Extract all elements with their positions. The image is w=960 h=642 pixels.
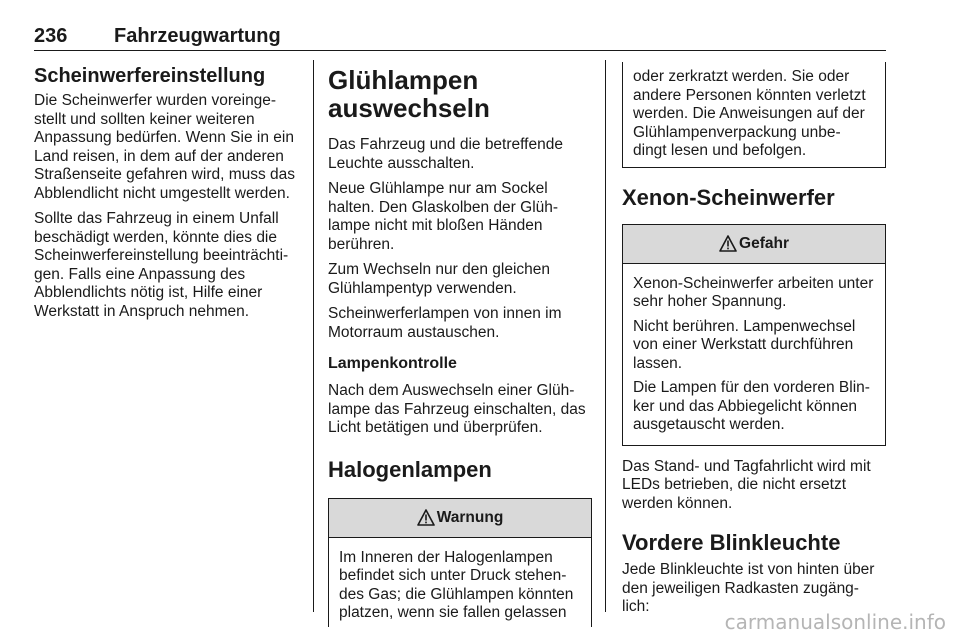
section-heading-xenon: Xenon-Scheinwerfer (622, 184, 835, 210)
paragraph: Das Stand- und Tagfahrlicht wird mit LEDs betrieben, die nicht ersetzt werden können. (622, 457, 871, 512)
chapter-title: Fahrzeugwartung (114, 25, 281, 47)
warning-header (329, 499, 591, 538)
section-heading-gluehlampen: Glühlampen auswechseln (328, 65, 490, 123)
subheading-lampenkontrolle: Lampenkontrolle (328, 355, 457, 372)
paragraph: Scheinwerferlampen von innen im Motorraum austauschen. (328, 305, 562, 341)
paragraph: Zum Wechseln nur den gleichen Glühlampentyp verwenden. (328, 261, 551, 297)
paragraph: Jede Blinkleuchte ist von hinten über den jeweiligen Radkasten zugäng- lich: (622, 561, 875, 615)
column-right (622, 62, 886, 624)
column-divider-left (313, 60, 314, 612)
danger-text: Xenon-Scheinwerfer arbeiten unter sehr hoher Spannung. (633, 274, 874, 310)
warning-continued-text: oder zerkratzt werden. Sie oder andere Personen könnten verletzt werden. Die Anweisungen auf der Glühlampenverpackung unbe- dingt lesen und befolgen. (633, 68, 866, 159)
header-rule (34, 50, 886, 51)
danger-box (622, 224, 886, 446)
warning-box-continued (622, 62, 886, 168)
warning-text: Im Inneren der Halogenlampen befindet sich unter Druck stehen- des Gas; die Glühlampen könnten platzen, wenn sie fallen gelassen (339, 548, 574, 621)
danger-title: Gefahr (739, 234, 789, 252)
warning-box (328, 498, 592, 627)
warning-triangle-icon (719, 235, 737, 252)
danger-header (623, 225, 885, 264)
danger-text: Die Lampen für den vorderen Blin- ker und das Abbiegelicht können ausgetauscht werden. (633, 379, 870, 433)
paragraph: Das Fahrzeug und die betreffende Leuchte ausschalten. (328, 136, 563, 172)
page-header (34, 25, 886, 51)
paragraph: Sollte das Fahrzeug in einem Unfall beschädigt werden, könnte dies die Scheinwerfereinstellung beeinträchti- gen. Falls eine Anpassung des Abblendlichts nötig ist, Hilfe einer Werkstatt in Anspruch nehmen. (34, 210, 289, 320)
paragraph: Neue Glühlampe nur am Sockel halten. Den Glaskolben der Glüh- lampe nicht mit bloßen Händen berühren. (328, 180, 559, 253)
paragraph: Die Scheinwerfer wurden voreinge- stellt und sollten keiner weiteren Anpassung bedürfen. Wenn Sie in ein Land reisen, in dem auf der anderen Straßenseite gefahren wird, muss das Abblendlicht nicht umgestellt werden. (34, 92, 296, 202)
section-heading-scheinwerfereinstellung: Scheinwerfereinstellung (34, 65, 266, 87)
danger-text: Nicht berühren. Lampenwechsel von einer Werkstatt durchführen lassen. (633, 317, 856, 372)
warning-body (329, 538, 591, 633)
paragraph: Nach dem Auswechseln einer Glüh- lampe das Fahrzeug einschalten, das Licht betätigen und überprüfen. (328, 382, 586, 436)
section-heading-halogenlampen: Halogenlampen (328, 456, 492, 482)
column-left (34, 62, 302, 328)
watermark: carmanualsonline.info (724, 610, 946, 634)
danger-body (623, 264, 885, 445)
page-number: 236 (34, 25, 68, 47)
warning-triangle-icon (417, 509, 435, 526)
column-middle (328, 62, 592, 627)
section-heading-blinkleuchte: Vordere Blinkleuchte (622, 530, 841, 555)
warning-title: Warnung (436, 508, 504, 526)
column-divider-right (605, 60, 606, 612)
